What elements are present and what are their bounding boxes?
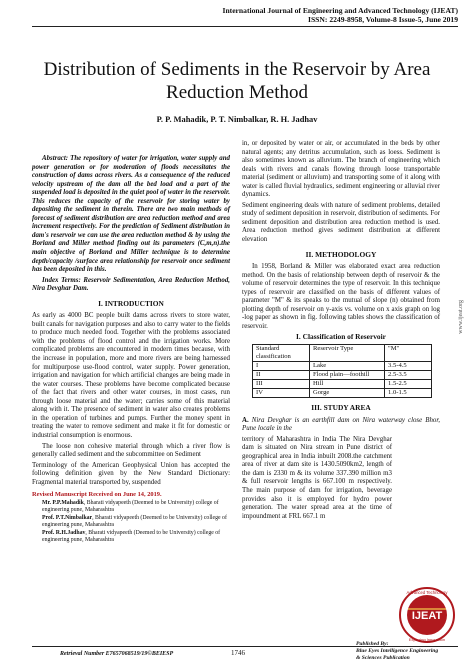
affiliation-text: , Bharati vidyapeeth (Deemed to be University) college of engineering pune, Maharashtra — [42, 499, 219, 513]
sidebar-url: www.ijeat.org — [458, 300, 464, 334]
left-column — [32, 155, 230, 545]
table-header-row — [253, 345, 432, 362]
intro-paragraph-1: As early as 4000 BC people built dams across rivers to store water, built canals for navigation purposes and also to carry water to the fields to produce much needed food. Together with the problems associated with the problems of flood control and the irrigation works. More complicated problems are encountered in modern times because, with the increase in population, more and more rivers are being harnessed for multipurpose use-flood control, water supply. Power generation, irrigation and navigation for which artificial changes are being made in the water courses. These problems have become complicated because of the fact that rivers and other water courses, in most cases, run through loose material and the water; carries some of this material along with it. The presence of sediment in water also creates problems in the operation of turbines and pumps. Further the money spent in treating the water to remove sediment and make it fit for domestic or industrial consumption is enormous. — [32, 312, 230, 439]
journal-name: International Journal of Engineering and Advanced Technology (IJEAT) — [222, 6, 458, 15]
index-terms-text: Reservoir Sedimentation, Area Reduction Method, Nira Devghar Dam. — [32, 276, 230, 293]
publisher-line-1: Blue Eyes Intelligence Engineering — [356, 648, 439, 654]
ijeat-logo — [398, 586, 456, 644]
retrieval-number: Retrieval Number E7657068519/19©BEIESP — [60, 651, 174, 657]
study-lead — [242, 417, 440, 434]
abstract: Abstract: The repository of water for irrigation, water supply and power generation or for moderation of floods necessitates the construction of dams across rivers. As a consequence of the reduced velocity upstream of the dam all the bed load and a part of the suspended load is deposited in the quiet pool of water in the reservoir. This reduces the capacity of the reservoir for storing water by depositing the sediment in therein. There are two main methods of forecast of sediment distribution are area reduction method and area increment respectively. For the prediction of Sediment distribution in dam's reservoir we can use the area reduction method & by using the Borland and Miller method finding out its parameters (C,m,n).the main objective of Borland and Miller technique is to determine depth/capacity /surface area relationship for reservoir once sediment has been deposited in this. — [32, 155, 230, 274]
table-cell: 3.5-4.5 — [385, 362, 432, 371]
right-paragraph-2: Sediment engineering deals with nature of sediment problems, detailed study of sediment deposition in reservoir, distribution of sediments. For sediment deposition and distribution area reduction method is used. Area reduction method gives sediment distribution at different elevation — [242, 201, 440, 244]
index-terms — [32, 277, 230, 294]
study-paragraph: territory of Maharashtra in India The Nira Devghar dam is situated on Nira stream in Pune district of geographical area in India inbuilt 2008.the catchment area of river at dam site is 1430.5090km2, length of the dam is 2330 m & its volume 337.390 million m3 & full reservoir lengths is 667.100 m respectively. The main purpose of dam for irrigation, beverage provides also it is employed for hydro power generation. The water spread area at the time of impoundment at FRL 667.1 m — [242, 435, 392, 520]
affiliation-2 — [42, 515, 230, 529]
table-header-cell: Reservoir Type — [310, 345, 385, 362]
table-cell: I — [253, 362, 310, 371]
subsection-label: A. — [242, 416, 249, 424]
table-cell: Lake — [310, 362, 385, 371]
table-cell: Flood plain—foothill — [310, 371, 385, 380]
logo-text: IJEAT — [411, 610, 443, 622]
table-row — [253, 371, 432, 380]
table-row — [253, 362, 432, 371]
affiliation-name: Prof. R.H.Jadhav — [42, 529, 86, 536]
table-caption: I. Classification of Reservoir — [296, 332, 386, 342]
affiliation-name: Prof. P.T.Nimbalkar — [42, 514, 93, 521]
revised-note: Revised Manuscript Received on June 14, 2019. — [32, 491, 162, 499]
page-number: 1746 — [231, 649, 245, 657]
header-rule — [32, 26, 458, 27]
table-header-cell: Standard classification — [253, 345, 310, 362]
table-cell: 1.0-1.5 — [385, 389, 432, 398]
section-introduction-title: I. INTRODUCTION — [98, 298, 164, 308]
table-row — [253, 389, 432, 398]
study-italic-text: Nira Devghar is an earthfill dam on Nira waterway close Bhor, Pune locale in the — [242, 416, 440, 433]
paper-title: Distribution of Sediments in the Reservoir by Area Reduction Method — [43, 59, 431, 103]
classification-table — [252, 344, 432, 398]
table-cell: 1.5-2.5 — [385, 380, 432, 389]
right-paragraph-1: in, or deposited by water or air, or accumulated in the beds by other natural agents; any detritus accumulation, such as loess. Sediment is also sometimes known as alluvium. The branch of engineering which deals with rivers and canals flowing through loose transportable material (sediment or alluvium) and transporting some of it along with water is called fluvial hydraulics, sediment engineering or alluvial river dynamics. — [242, 140, 440, 199]
right-column — [242, 140, 440, 523]
affiliation-text: , Bharati vidyapeeth (Deemed to be University) college of engineering pune, Maharashtra — [42, 514, 227, 528]
publisher-line-2: & Sciences Publication — [356, 655, 410, 661]
intro-paragraph-2: The loose non cohesive material through which a river flow is generally called sediment and the subcommittee on Sediment — [32, 442, 230, 459]
logo-ring-bottom: Exploring Innovation — [408, 637, 446, 642]
published-by: Published By: — [356, 641, 389, 647]
logo-ring-top: Advanced Technology — [406, 590, 448, 595]
table-cell: 2.5-3.5 — [385, 371, 432, 380]
affiliation-text: , Bharati vidyapeeth (Deemed to be University) college of engineering pune, Maharashtra — [42, 529, 221, 543]
table-cell: II — [253, 371, 310, 380]
method-paragraph: In 1958, Borland & Miller was elaborated exact area reduction method. On the basis of relationship between depth of reservoir & the volume of reservoir determines the type of reservoir. In this technique types of reservoir are classified on the basis of different values of parameter "M" & its speaks to the mutual of slope (n) obtained from plotting depth of reservoir on y-axis vs. volume on x axis graph on log -log paper as shown in fig. following tables shows the classification of reservoir. — [242, 263, 440, 330]
affiliation-1 — [42, 500, 230, 514]
table-row — [253, 380, 432, 389]
paper-authors: P. P. Mahadik, P. T. Nimbalkar, R. H. Jadhav — [156, 115, 318, 124]
affiliation-name: Mr. P.P.Mahadik — [42, 499, 84, 506]
table-cell: Gorge — [310, 389, 385, 398]
table-header-cell: "M" — [385, 345, 432, 362]
table-cell: Hill — [310, 380, 385, 389]
index-terms-label: Index Terms: — [42, 276, 81, 284]
section-methodology-title: II. METHODOLOGY — [305, 249, 377, 259]
publisher-block — [356, 641, 438, 662]
journal-header — [222, 6, 458, 24]
affiliation-3 — [42, 530, 230, 544]
intro-paragraph-3: Terminology of the American Geophysical Union has accepted the following definition given by the New Standard Dictionary: Fragmental material transported by, suspended — [32, 461, 230, 486]
section-study-area-title: III. STUDY AREA — [311, 403, 371, 413]
journal-issn: ISSN: 2249-8958, Volume-8 Issue-5, June 2019 — [308, 15, 458, 24]
table-cell: IV — [253, 389, 310, 398]
table-cell: III — [253, 380, 310, 389]
